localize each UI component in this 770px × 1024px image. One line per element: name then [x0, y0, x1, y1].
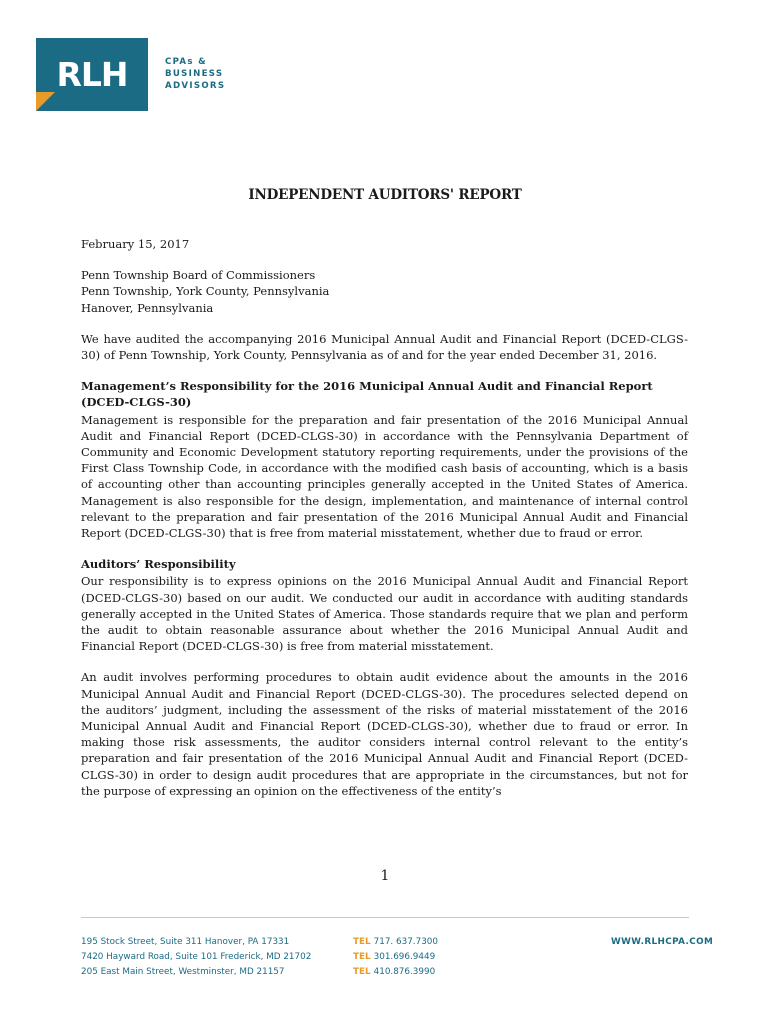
section-paragraph: An audit involves performing procedures to obtain audit evidence about the amounts in the 2016 Municipal Annual Audit and Financial Report (DCED-CLGS-30). The procedures selected depend on the auditors’ judgment, including the assessment of the risks of material misstatement of the 2016 Municipal Annual Audit and Financial Report (DCED-CLGS-30), whether due to fraud or error. In making those risk assessments, the auditor considers internal control relevant to the entity’s preparation and fair presentation of the 2016 Municipal Annual Audit and Financial Report (DCED-CLGS-30) in order to design audit procedures that are appropriate in the circumstances, but not for the purpose of expressing an opinion on the effectiveness of the entity’s: [81, 670, 688, 798]
logo-mark: RLH: [36, 38, 148, 111]
section-paragraph: Our responsibility is to express opinions on the 2016 Municipal Annual Audit and Financial Report (DCED-CLGS-30) based on our audit. We conducted our audit in accordance with auditing standards generally accepted in the United States of America. Those standards require that we plan and perform the audit to obtain reasonable assurance about whether the 2016 Municipal Annual Audit and Financial Report (DCED-CLGS-30) is free from material misstatement.: [81, 574, 688, 654]
report-body: [81, 236, 688, 814]
phone-label: TEL: [353, 937, 371, 947]
logo-accent-corner: [36, 92, 55, 111]
footer-phones: [353, 935, 438, 980]
page-number: 1: [380, 868, 390, 884]
footer-address: 7420 Hayward Road, Suite 101 Frederick, MD 21702: [81, 952, 312, 962]
footer-website-link[interactable]: WWW.RLHCPA.COM: [611, 937, 714, 947]
phone-number: 717. 637.7300: [373, 937, 438, 947]
logo-tagline: [165, 56, 225, 92]
section-heading: Auditors’ Responsibility: [81, 557, 236, 572]
phone-number: 301.696.9449: [373, 952, 436, 962]
phone-label: TEL: [353, 967, 371, 977]
footer-phone: [353, 935, 438, 950]
addressee-line: Hanover, Pennsylvania: [81, 300, 214, 315]
intro-paragraph: We have audited the accompanying 2016 Municipal Annual Audit and Financial Report (DCED-CLGS-30) of Penn Township, York County, Pennsylvania as of and for the year ended December 31, 2016.: [81, 331, 688, 363]
phone-label: TEL: [353, 952, 371, 962]
addressee-line: Penn Township Board of Commissioners: [81, 268, 316, 283]
tagline-line: CPAs &: [165, 57, 207, 67]
footer-phone: [353, 965, 438, 980]
footer-phone: [353, 950, 438, 965]
addressee-block: [81, 267, 688, 316]
section-heading: Management’s Responsibility for the 2016 Municipal Annual Audit and Financial Report (DCED-CLGS-30): [81, 379, 653, 410]
section-paragraph: Management is responsible for the preparation and fair presentation of the 2016 Municipal Annual Audit and Financial Report (DCED-CLGS-30) in accordance with the Pennsylvania Department of Community and Economic Development statutory reporting requirements, under the provisions of the First Class Township Code, in accordance with the modified cash basis of accounting, which is a basis of accounting other than accounting principles generally accepted in the United States of America. Management is also responsible for the design, implementation, and maintenance of internal control relevant to the preparation and fair presentation of the 2016 Municipal Annual Audit and Financial Report (DCED-CLGS-30) that is free from material misstatement, whether due to fraud or error.: [81, 412, 688, 541]
footer-addresses: [81, 935, 311, 980]
report-title: INDEPENDENT AUDITORS' REPORT: [248, 187, 522, 203]
phone-number: 410.876.3990: [373, 967, 436, 977]
addressee-line: Penn Township, York County, Pennsylvania: [81, 284, 330, 299]
tagline-line: ADVISORS: [165, 81, 226, 91]
report-date: February 15, 2017: [81, 237, 190, 251]
footer-divider: [81, 917, 689, 918]
footer-address: 205 East Main Street, Westminster, MD 21157: [81, 967, 285, 977]
footer-address: 195 Stock Street, Suite 311 Hanover, PA 17331: [81, 937, 290, 947]
tagline-line: BUSINESS: [165, 69, 224, 79]
